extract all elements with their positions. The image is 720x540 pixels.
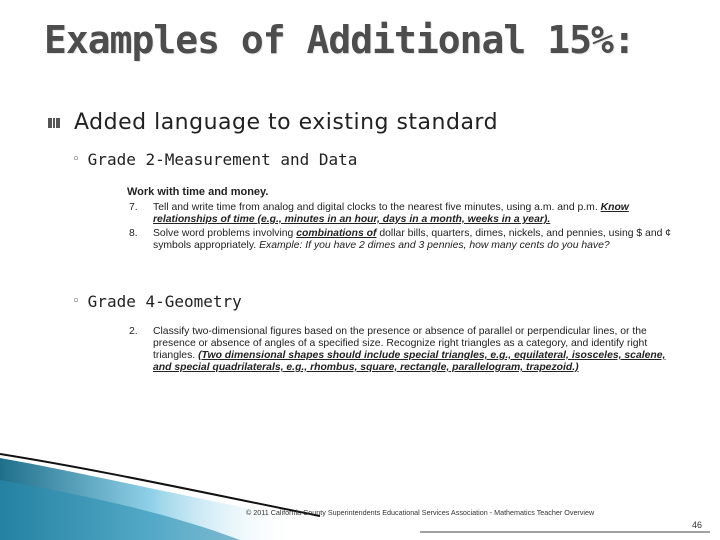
- main-bullet-text: Added language to existing standard: [74, 110, 499, 135]
- standard-text: [153, 326, 667, 374]
- standard-original-text: dollar bills, quarters, dimes, nickels, and pennies, using $ and ¢ symbols appropriately.: [153, 228, 672, 251]
- sub-bullet-label: Grade 2-Measurement and Data: [87, 150, 358, 169]
- standard-example-text: Example: If you have 2 dimes and 3 pennies, how many cents do you have?: [259, 240, 610, 251]
- slide-title: Examples of Additional 15%:: [44, 18, 635, 62]
- sub-bullet-marker: ◦: [72, 294, 80, 309]
- standard-number: 8.: [129, 228, 138, 239]
- standard-original-text: Solve word problems involving: [153, 228, 294, 239]
- standard-excerpt-grade2: [127, 186, 687, 254]
- sub-bullet-grade2: [72, 150, 357, 169]
- standard-text: [153, 228, 687, 252]
- standard-item: [127, 326, 667, 374]
- page-number: 46: [691, 520, 702, 530]
- standard-added-text: (Two dimensional shapes should include special triangles, e.g., equilateral, isosceles, scalene, and special quadrilaterals, e.g., rhombus, square, rectangle, parallelogram, trapezoid.): [153, 350, 666, 373]
- standard-original-text: Classify two-dimensional figures based on the presence or absence of parallel or perpendicular lines, or the presence or absence of angles of a specified size. Recognize right triangles as a category, and identify right triangles.: [153, 326, 648, 361]
- main-bullet: [48, 110, 498, 135]
- standard-item: [127, 202, 687, 226]
- standard-text: [153, 202, 687, 226]
- standard-number: 7.: [129, 202, 138, 213]
- standard-item: [127, 228, 687, 252]
- standard-number: 2.: [129, 326, 138, 337]
- standard-added-text: Know relationships of time (e.g., minutes in an hour, days in a month, weeks in a year).: [153, 202, 629, 225]
- footer-copyright: © 2011 California County Superintendents Educational Services Association - Mathematics Teacher Overview: [246, 508, 595, 517]
- sub-bullet-label: Grade 4-Geometry: [87, 292, 242, 311]
- bullet-box-icon: [48, 117, 60, 129]
- decorative-swoosh-graphic: [0, 440, 720, 540]
- sub-bullet-marker: ◦: [72, 152, 80, 167]
- sub-bullet-grade4: [72, 292, 242, 311]
- standard-excerpt-grade4: [127, 326, 667, 376]
- standard-heading: Work with time and money.: [127, 186, 269, 198]
- standard-added-text: combinations of: [296, 228, 377, 239]
- standard-original-text: Tell and write time from analog and digital clocks to the nearest five minutes, using a.m. and p.m.: [153, 202, 598, 213]
